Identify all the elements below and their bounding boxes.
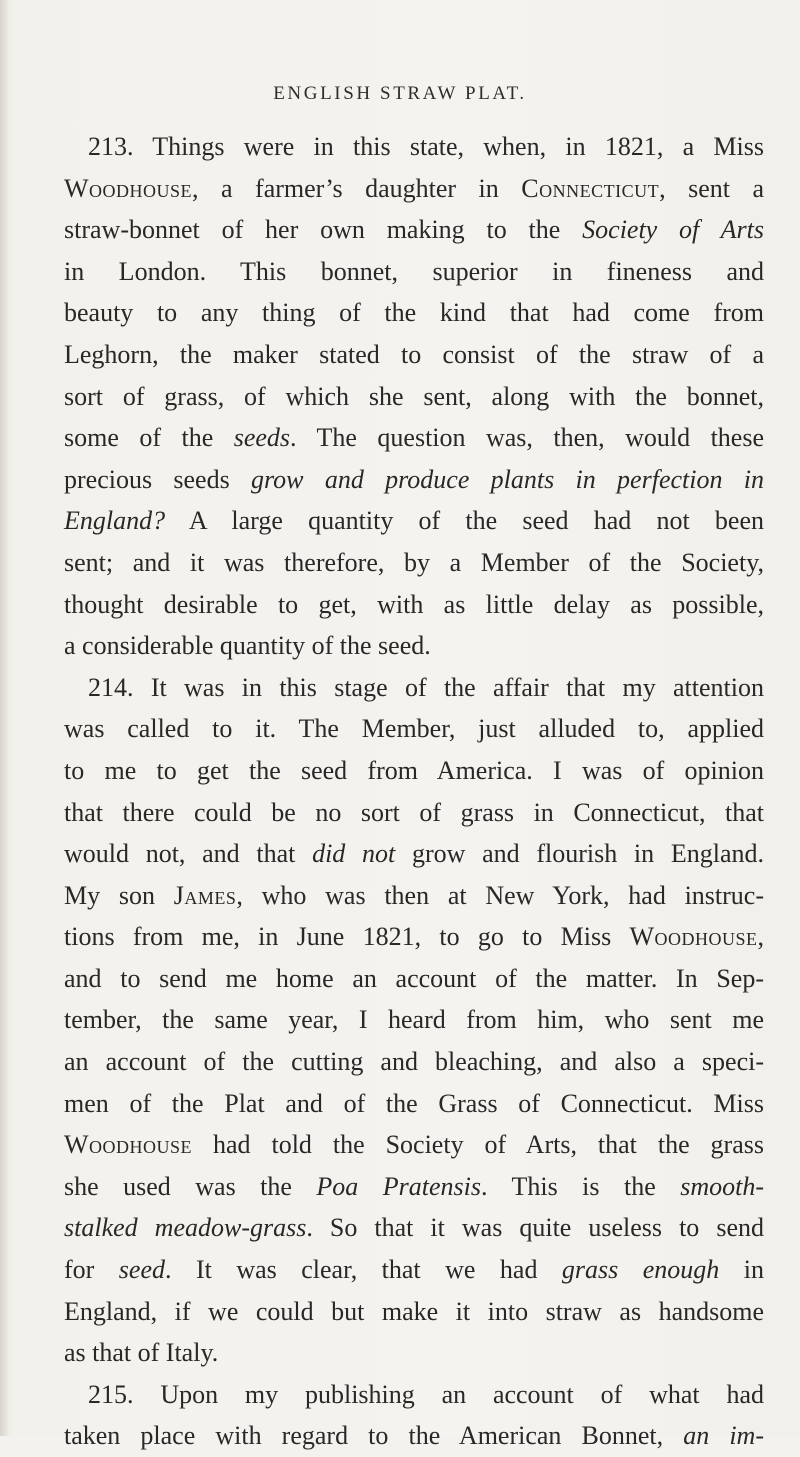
- text-run: an account of the cutting and bleaching, and also a speci-: [64, 1047, 764, 1077]
- text-run: , who was then at New York, had instruc-: [236, 880, 764, 910]
- text-run: as that of Italy.: [64, 1338, 219, 1368]
- text-run: some of the: [64, 423, 234, 453]
- text-line: [64, 459, 764, 501]
- text-line: [64, 792, 764, 834]
- text-run: . This is the: [480, 1171, 681, 1201]
- text-run: sent; and it was therefore, by a Member of the Society,: [64, 547, 764, 577]
- text-line: [64, 999, 764, 1041]
- text-run: tember, the same year, I heard from him, who sent me: [64, 1005, 764, 1035]
- text-run: 214. It was in this stage of the affair that my attention: [88, 672, 764, 702]
- text-line: [64, 750, 764, 792]
- text-line: [64, 667, 764, 709]
- text-line: [64, 1207, 764, 1249]
- text-run: had told the Society of Arts, that the grass: [192, 1130, 764, 1160]
- text-line: [64, 542, 764, 584]
- text-run: , sent a: [659, 173, 765, 203]
- small-caps-text: Woodhouse: [64, 1130, 193, 1160]
- text-run: ,: [757, 922, 764, 952]
- italic-text: Society of Arts: [582, 215, 764, 245]
- text-run: precious seeds: [64, 464, 252, 494]
- text-run: beauty to any thing of the kind that had come from: [64, 298, 764, 328]
- text-run: that there could be no sort of grass in Connecticut, that: [64, 797, 764, 827]
- small-caps-text: James: [173, 880, 237, 910]
- text-run: men of the Plat and of the Grass of Connecticut. Miss: [64, 1088, 764, 1118]
- text-line: [64, 376, 764, 418]
- text-run: Leghorn, the maker stated to consist of the straw of a: [64, 339, 764, 369]
- small-caps-text: Woodhouse: [629, 922, 758, 952]
- text-line: [64, 1166, 764, 1208]
- text-line: [64, 1124, 764, 1166]
- text-line: [64, 1415, 764, 1457]
- italic-text: grow and produce plants in perfection in: [251, 464, 764, 494]
- text-line: [64, 334, 764, 376]
- italic-text: seed: [118, 1255, 165, 1285]
- italic-text: England?: [64, 506, 166, 536]
- running-head: ENGLISH STRAW PLAT.: [273, 83, 527, 104]
- text-line: [64, 417, 764, 459]
- text-line: [64, 126, 764, 168]
- text-run: she used was the: [64, 1171, 317, 1201]
- small-caps-text: Connecticut: [521, 173, 660, 203]
- text-run: thought desirable to get, with as little delay as possible,: [64, 589, 764, 619]
- text-run: , a farmer’s daughter in: [192, 173, 522, 203]
- text-line: [64, 833, 764, 875]
- page-binding-edge: [0, 0, 8, 1436]
- text-line: [64, 708, 764, 750]
- text-run: would not, and that: [64, 839, 313, 869]
- text-run: 213. Things were in this state, when, in 1821, a Miss: [88, 132, 764, 161]
- text-run: My son: [64, 880, 174, 910]
- italic-text: did not: [312, 839, 396, 869]
- italic-text: smooth-: [680, 1171, 765, 1201]
- text-run: 215. Upon my publishing an account of what had: [88, 1379, 764, 1409]
- text-line: [64, 292, 764, 334]
- text-run: and to send me home an account of the matter. In Sep-: [64, 963, 764, 993]
- italic-text: an im-: [683, 1421, 764, 1451]
- text-run: . It was clear, that we had: [165, 1255, 562, 1285]
- text-run: taken place with regard to the American Bonnet,: [64, 1421, 684, 1451]
- text-run: to me to get the seed from America. I was of opinion: [64, 755, 764, 785]
- small-caps-text: Woodhouse: [64, 173, 193, 203]
- body-text: [64, 126, 764, 1457]
- text-run: for: [64, 1255, 119, 1285]
- text-run: . The question was, then, would these: [290, 423, 764, 453]
- text-run: was called to it. The Member, just alluded to, applied: [64, 714, 764, 744]
- text-line: [64, 500, 764, 542]
- text-run: A large quantity of the seed had not been: [165, 506, 764, 536]
- italic-text: seeds: [233, 423, 291, 453]
- text-line: [64, 1374, 764, 1416]
- text-line: [64, 625, 764, 667]
- text-line: [64, 875, 764, 917]
- text-run: grow and flourish in England.: [395, 839, 764, 869]
- text-line: [64, 916, 764, 958]
- text-run: England, if we could but make it into straw as handsome: [64, 1296, 764, 1326]
- text-run: tions from me, in June 1821, to go to Miss: [64, 922, 630, 952]
- text-line: [64, 1249, 764, 1291]
- text-run: . So that it was quite useless to send: [306, 1213, 764, 1243]
- text-line: [64, 1083, 764, 1125]
- text-line: [64, 251, 764, 293]
- text-line: [64, 1041, 764, 1083]
- text-line: [64, 168, 764, 210]
- text-run: a considerable quantity of the seed.: [64, 631, 431, 661]
- text-run: sort of grass, of which she sent, along with the bonnet,: [64, 381, 764, 411]
- text-run: straw-bonnet of her own making to the: [64, 215, 583, 245]
- text-line: [64, 1332, 764, 1374]
- text-line: [64, 1291, 764, 1333]
- text-run: in London. This bonnet, superior in fineness and: [64, 256, 764, 286]
- text-line: [64, 958, 764, 1000]
- italic-text: Poa Pratensis: [316, 1171, 481, 1201]
- italic-text: stalked meadow-grass: [64, 1213, 307, 1243]
- italic-text: grass enough: [561, 1255, 720, 1285]
- text-run: in: [719, 1255, 764, 1285]
- text-line: [64, 584, 764, 626]
- text-line: [64, 209, 764, 251]
